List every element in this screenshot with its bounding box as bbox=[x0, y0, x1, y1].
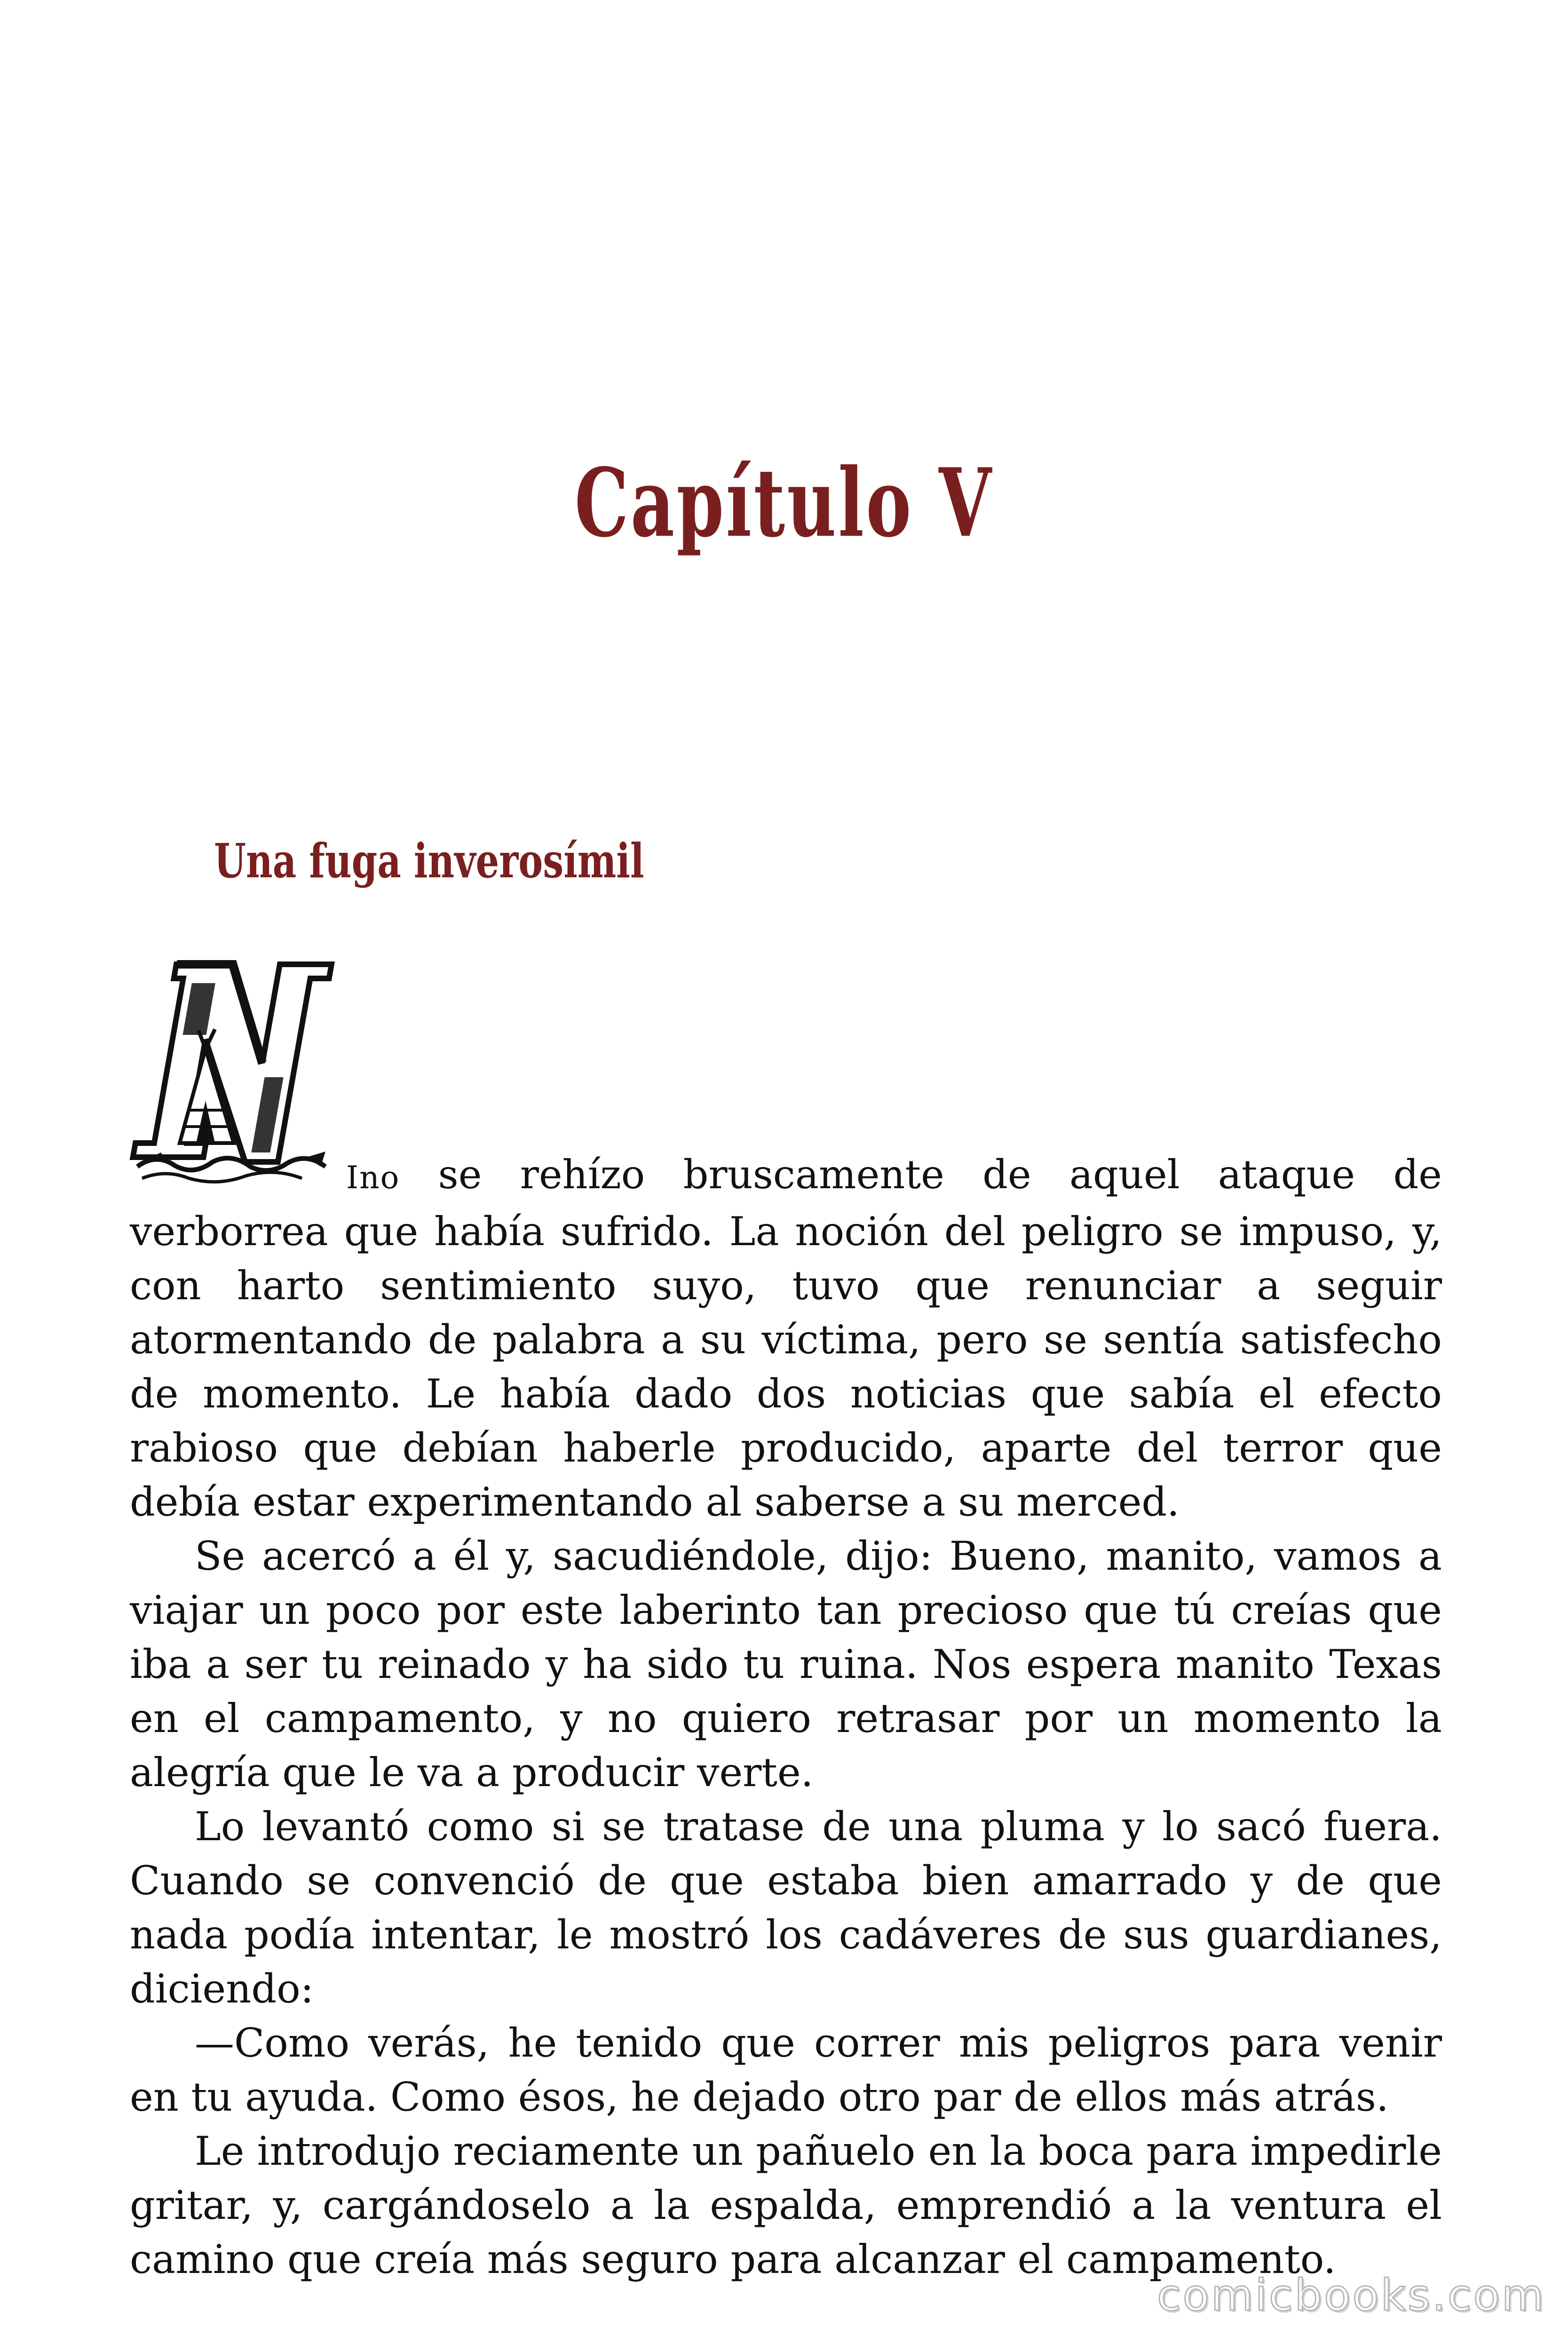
chapter-subtitle: Una fuga inverosímil bbox=[214, 833, 644, 889]
paragraph: Le introdujo reciamente un pañuelo en la boca para impedirle gritar, y, cargándoselo a la espalda, emprendió a la ventura el camino que creía más seguro para alcanzar el campamento. bbox=[130, 2128, 1442, 2282]
dropcap-continuation: Ino bbox=[346, 1160, 400, 1196]
paragraph bbox=[130, 1148, 1442, 1529]
paragraph: —Como verás, he tenido que correr mis peligros para venir en tu ayuda. Como ésos, he dejado otro par de ellos más atrás. bbox=[130, 2020, 1442, 2120]
paragraph-text: se rehízo bruscamente de aquel ataque de verborrea que había sufrido. La noción del peligro se impuso, y, con harto sentimiento suyo, tuvo que renunciar a seguir atormentando de palabra a su víctima, pero se sentía satisfecho de momento. Le había dado dos noticias que sabía el efecto rabioso que debían haberle producido, aparte del terror que debía estar experimentando al saberse a su merced. bbox=[130, 1152, 1442, 1525]
body-text bbox=[130, 1148, 1442, 2287]
chapter-title: Capítulo V bbox=[574, 448, 994, 558]
watermark: comicbooks.com bbox=[1157, 2270, 1546, 2320]
paragraph: Lo levantó como si se tratase de una pluma y lo sacó fuera. Cuando se convenció de que estaba bien amarrado y de que nada podía intentar, le mostró los cadáveres de sus guardianes, diciendo: bbox=[130, 1804, 1442, 2012]
paragraph: Se acercó a él y, sacudiéndole, dijo: Bueno, manito, vamos a viajar un poco por este laberinto tan precioso que tú creías que iba a ser tu reinado y ha sido tu ruina. Nos espera manito Texas en el campamento, y no quiero retrasar por un momento la alegría que le va a producir verte. bbox=[130, 1533, 1442, 1796]
